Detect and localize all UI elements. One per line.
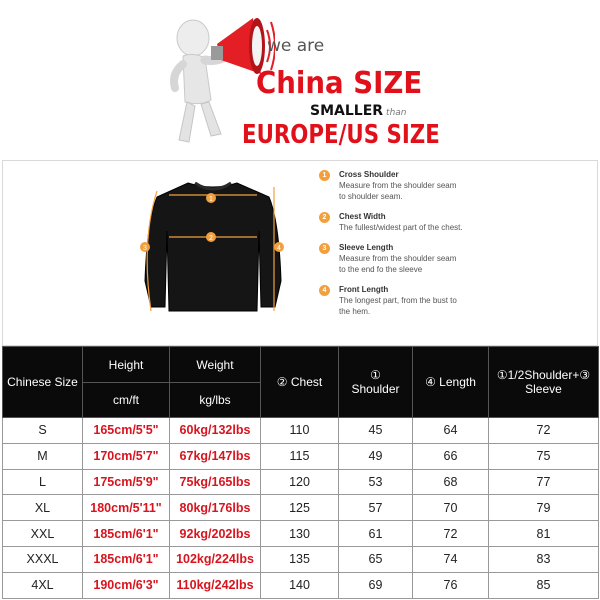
guide-number: 2 (319, 212, 330, 223)
cell-length: 76 (413, 572, 489, 598)
header-height: Height (83, 347, 170, 383)
cell-weight: 80kg/176lbs (170, 495, 261, 521)
header-shoulder-label: Shoulder (351, 382, 400, 396)
guide-item-sleeve-length (319, 242, 489, 275)
cell-weight: 110kg/242lbs (170, 572, 261, 598)
guide-title: Cross Shoulder (339, 170, 399, 179)
cell-weight: 60kg/132lbs (170, 418, 261, 444)
cell-height: 165cm/5'5" (83, 418, 170, 444)
header-sleeve-formula: ①1/2Shoulder+③ (496, 368, 591, 382)
cell-chest: 130 (261, 521, 339, 547)
cell-length: 74 (413, 546, 489, 572)
svg-text:2: 2 (209, 235, 213, 242)
cell-shoulder: 65 (339, 546, 413, 572)
cell-size: L (3, 469, 83, 495)
cell-size: M (3, 443, 83, 469)
banner (0, 0, 600, 160)
svg-text:3: 3 (143, 245, 147, 252)
cell-shoulder: 49 (339, 443, 413, 469)
banner-smaller-line (310, 103, 407, 119)
size-table (2, 346, 599, 599)
cell-shoulder: 57 (339, 495, 413, 521)
guide-desc: the hem. (339, 307, 371, 316)
cell-chest: 140 (261, 572, 339, 598)
guide-title: Chest Width (339, 212, 386, 221)
size-table-body (3, 418, 599, 599)
svg-text:1: 1 (209, 196, 213, 203)
measurement-guide (2, 160, 598, 346)
cell-length: 72 (413, 521, 489, 547)
table-row (3, 572, 599, 598)
guide-title: Front Length (339, 285, 389, 294)
cell-size: XXL (3, 521, 83, 547)
guide-title: Sleeve Length (339, 243, 394, 252)
guide-desc: to shoulder seam. (339, 192, 403, 201)
guide-desc: The fullest/widest part of the chest. (339, 223, 463, 232)
cell-sleeve: 75 (489, 443, 599, 469)
guide-number: 3 (319, 243, 330, 254)
table-row (3, 521, 599, 547)
cell-height: 170cm/5'7" (83, 443, 170, 469)
header-chest: ② Chest (261, 347, 339, 418)
header-sleeve (489, 347, 599, 418)
cell-shoulder: 61 (339, 521, 413, 547)
cell-weight: 67kg/147lbs (170, 443, 261, 469)
guide-desc: to the end fo the sleeve (339, 265, 423, 274)
cell-height: 185cm/6'1" (83, 521, 170, 547)
cell-sleeve: 79 (489, 495, 599, 521)
marker-3-icon (140, 242, 150, 252)
cell-weight: 92kg/202lbs (170, 521, 261, 547)
header-sleeve-label: Sleeve (525, 382, 562, 396)
guide-number: 4 (319, 285, 330, 296)
banner-we-are: we are (267, 36, 325, 56)
cell-size: S (3, 418, 83, 444)
cell-shoulder: 69 (339, 572, 413, 598)
table-row (3, 443, 599, 469)
banner-than: than (386, 108, 407, 118)
guide-item-front-length (319, 284, 489, 317)
cell-sleeve: 72 (489, 418, 599, 444)
table-row (3, 469, 599, 495)
guide-number: 1 (319, 170, 330, 181)
cell-chest: 135 (261, 546, 339, 572)
banner-smaller: SMALLER (310, 103, 384, 119)
cell-sleeve: 83 (489, 546, 599, 572)
table-row (3, 495, 599, 521)
header-shoulder-num: ① (370, 368, 381, 382)
cell-shoulder: 45 (339, 418, 413, 444)
cell-length: 64 (413, 418, 489, 444)
header-height-unit: cm/ft (83, 383, 170, 418)
cell-sleeve: 77 (489, 469, 599, 495)
marker-1-icon (206, 193, 216, 203)
table-row (3, 418, 599, 444)
header-length: ④ Length (413, 347, 489, 418)
banner-europe-us-size: EUROPE/US SIZE (242, 120, 440, 150)
cell-chest: 125 (261, 495, 339, 521)
cell-size: XXXL (3, 546, 83, 572)
cell-chest: 110 (261, 418, 339, 444)
guide-legend (319, 169, 489, 326)
header-weight-unit: kg/lbs (170, 383, 261, 418)
guide-item-cross-shoulder (319, 169, 489, 202)
cell-height: 190cm/6'3" (83, 572, 170, 598)
table-row (3, 546, 599, 572)
cell-size: 4XL (3, 572, 83, 598)
cell-length: 70 (413, 495, 489, 521)
svg-text:4: 4 (277, 245, 281, 252)
cell-chest: 115 (261, 443, 339, 469)
header-weight: Weight (170, 347, 261, 383)
cell-height: 175cm/5'9" (83, 469, 170, 495)
sweater-diagram (3, 161, 313, 345)
cell-sleeve: 85 (489, 572, 599, 598)
cell-length: 68 (413, 469, 489, 495)
header-chinese-size: Chinese Size (3, 347, 83, 418)
cell-size: XL (3, 495, 83, 521)
cell-chest: 120 (261, 469, 339, 495)
guide-desc: The longest part, from the bust to (339, 296, 457, 305)
guide-item-chest-width (319, 211, 489, 233)
marker-4-icon (274, 242, 284, 252)
guide-desc: Measure from the shoulder seam (339, 254, 457, 263)
cell-height: 180cm/5'11" (83, 495, 170, 521)
cell-height: 185cm/6'1" (83, 546, 170, 572)
cell-sleeve: 81 (489, 521, 599, 547)
cell-shoulder: 53 (339, 469, 413, 495)
cell-length: 66 (413, 443, 489, 469)
cell-weight: 75kg/165lbs (170, 469, 261, 495)
banner-china-size: China SIZE (256, 66, 423, 101)
marker-2-icon (206, 232, 216, 242)
header-shoulder (339, 347, 413, 418)
guide-desc: Measure from the shoulder seam (339, 181, 457, 190)
cell-weight: 102kg/224lbs (170, 546, 261, 572)
